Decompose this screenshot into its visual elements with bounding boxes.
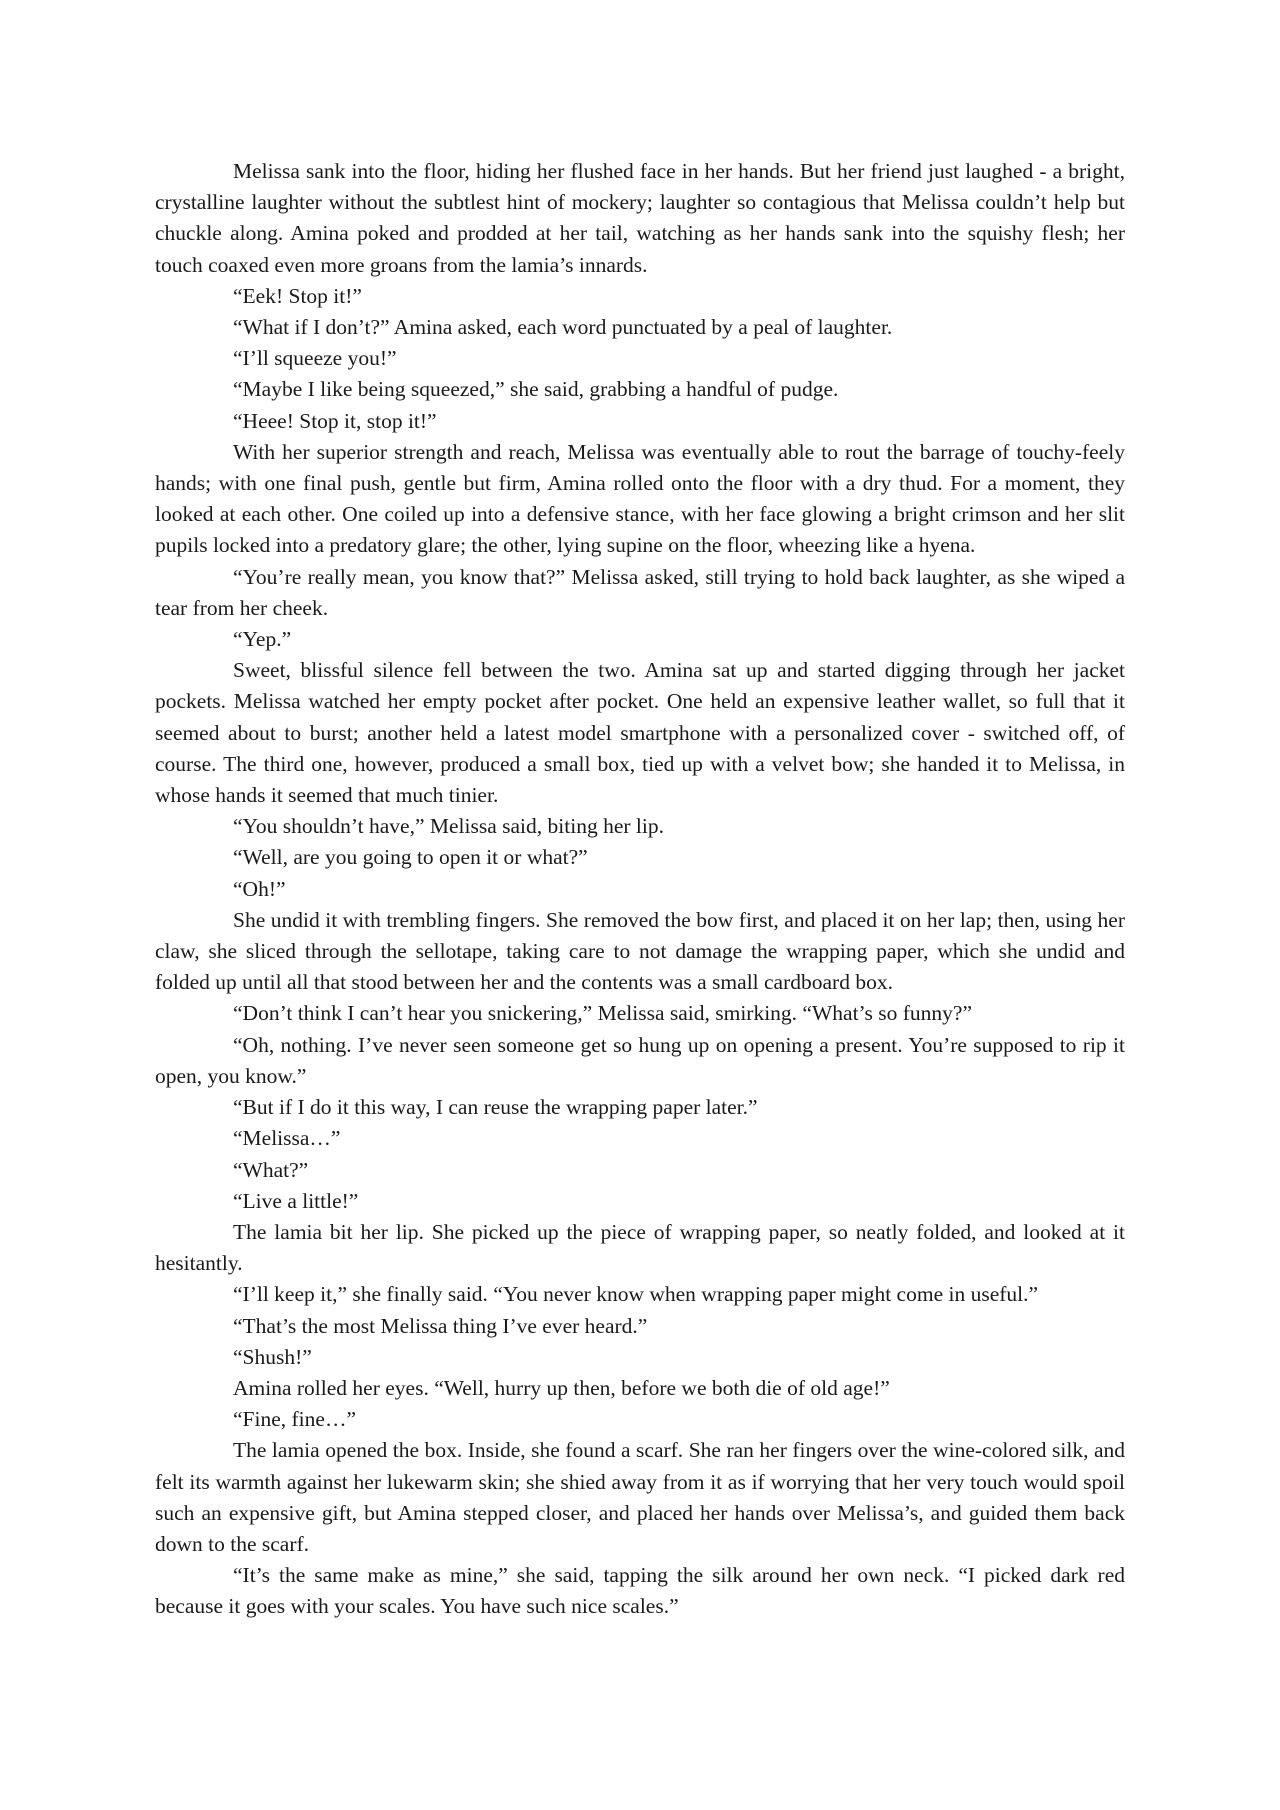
paragraph: “Don’t think I can’t hear you snickering,” Melissa said, smirking. “What’s so funny?” <box>233 1001 972 1026</box>
paragraph: “Shush!” <box>233 1344 312 1369</box>
paragraph: “It’s the same make as mine,” she said, tapping the silk around her own neck. “I picked dark red because it goes with your scales. You have such nice scales.” <box>155 1563 1125 1619</box>
paragraph: “But if I do it this way, I can reuse the wrapping paper later.” <box>233 1095 758 1120</box>
paragraph: With her superior strength and reach, Melissa was eventually able to rout the barrage of touchy-feely hands; with one final push, gentle but firm, Amina rolled onto the floor with a dry thud. For a moment, they looked at each other. One coiled up into a defensive stance, with her face glowing a bright crimson and her slit pupils locked into a predatory glare; the other, lying supine on the floor, wheezing like a hyena. <box>155 439 1125 558</box>
paragraph: “Yep.” <box>233 627 292 652</box>
paragraph: The lamia opened the box. Inside, she found a scarf. She ran her fingers over the wine-colored silk, and felt its warmth against her lukewarm skin; she shied away from it as if worrying that her very touch would spoil such an expensive gift, but Amina stepped closer, and placed her hands over Melissa’s, and guided them back down to the scarf. <box>155 1438 1125 1556</box>
paragraph: “What?” <box>233 1157 309 1182</box>
paragraph: “Oh, nothing. I’ve never seen someone get so hung up on opening a present. You’re supposed to rip it open, you know.” <box>155 1032 1125 1088</box>
paragraph: “Well, are you going to open it or what?” <box>233 845 588 870</box>
paragraph: “Heee! Stop it, stop it!” <box>233 408 437 433</box>
paragraph: Melissa sank into the floor, hiding her flushed face in her hands. But her friend just laughed - a bright, crystalline laughter without the subtlest hint of mockery; laughter so contagious that Melissa couldn’t help but chuckle along. Amina poked and prodded at her tail, watching as her hands sank into the squishy flesh; her touch coaxed even more groans from the lamia’s innards. <box>155 159 1125 277</box>
paragraph: She undid it with trembling fingers. She removed the bow first, and placed it on her lap; then, using her claw, she sliced through the sellotape, taking care to not damage the wrapping paper, which she undid and folded up until all that stood between her and the contents was a small cardboard box. <box>155 907 1125 995</box>
paragraph: The lamia bit her lip. She picked up the piece of wrapping paper, so neatly folded, and looked at it hesitantly. <box>155 1219 1125 1276</box>
paragraph: “Fine, fine…” <box>233 1407 356 1432</box>
paragraph: “Oh!” <box>233 876 286 901</box>
paragraph: “Live a little!” <box>233 1188 359 1213</box>
paragraph: Sweet, blissful silence fell between the two. Amina sat up and started digging through her jacket pockets. Melissa watched her empty pocket after pocket. One held an expensive leather wallet, so full that it seemed about to burst; another held a latest model smartphone with a personalized cover - switched off, of course. The third one, however, produced a small box, tied up with a velvet bow; she handed it to Melissa, in whose hands it seemed that much tinier. <box>155 658 1125 808</box>
paragraph: “What if I don’t?” Amina asked, each word punctuated by a peal of laughter. <box>233 315 893 340</box>
paragraph: “I’ll squeeze you!” <box>233 346 397 371</box>
paragraph: Amina rolled her eyes. “Well, hurry up then, before we both die of old age!” <box>233 1375 890 1400</box>
paragraph: “Maybe I like being squeezed,” she said, grabbing a handful of pudge. <box>233 377 839 402</box>
paragraph: “Eek! Stop it!” <box>233 283 362 308</box>
paragraph: “You shouldn’t have,” Melissa said, biting her lip. <box>233 814 664 839</box>
paragraph: “You’re really mean, you know that?” Melissa asked, still trying to hold back laughter, as she wiped a tear from her cheek. <box>155 564 1125 620</box>
paragraph: “That’s the most Melissa thing I’ve ever heard.” <box>233 1313 648 1338</box>
paragraph: “Melissa…” <box>233 1126 341 1151</box>
paragraph: “I’ll keep it,” she finally said. “You never know when wrapping paper might come in useful.” <box>233 1282 1039 1307</box>
story-text <box>155 156 1125 1623</box>
